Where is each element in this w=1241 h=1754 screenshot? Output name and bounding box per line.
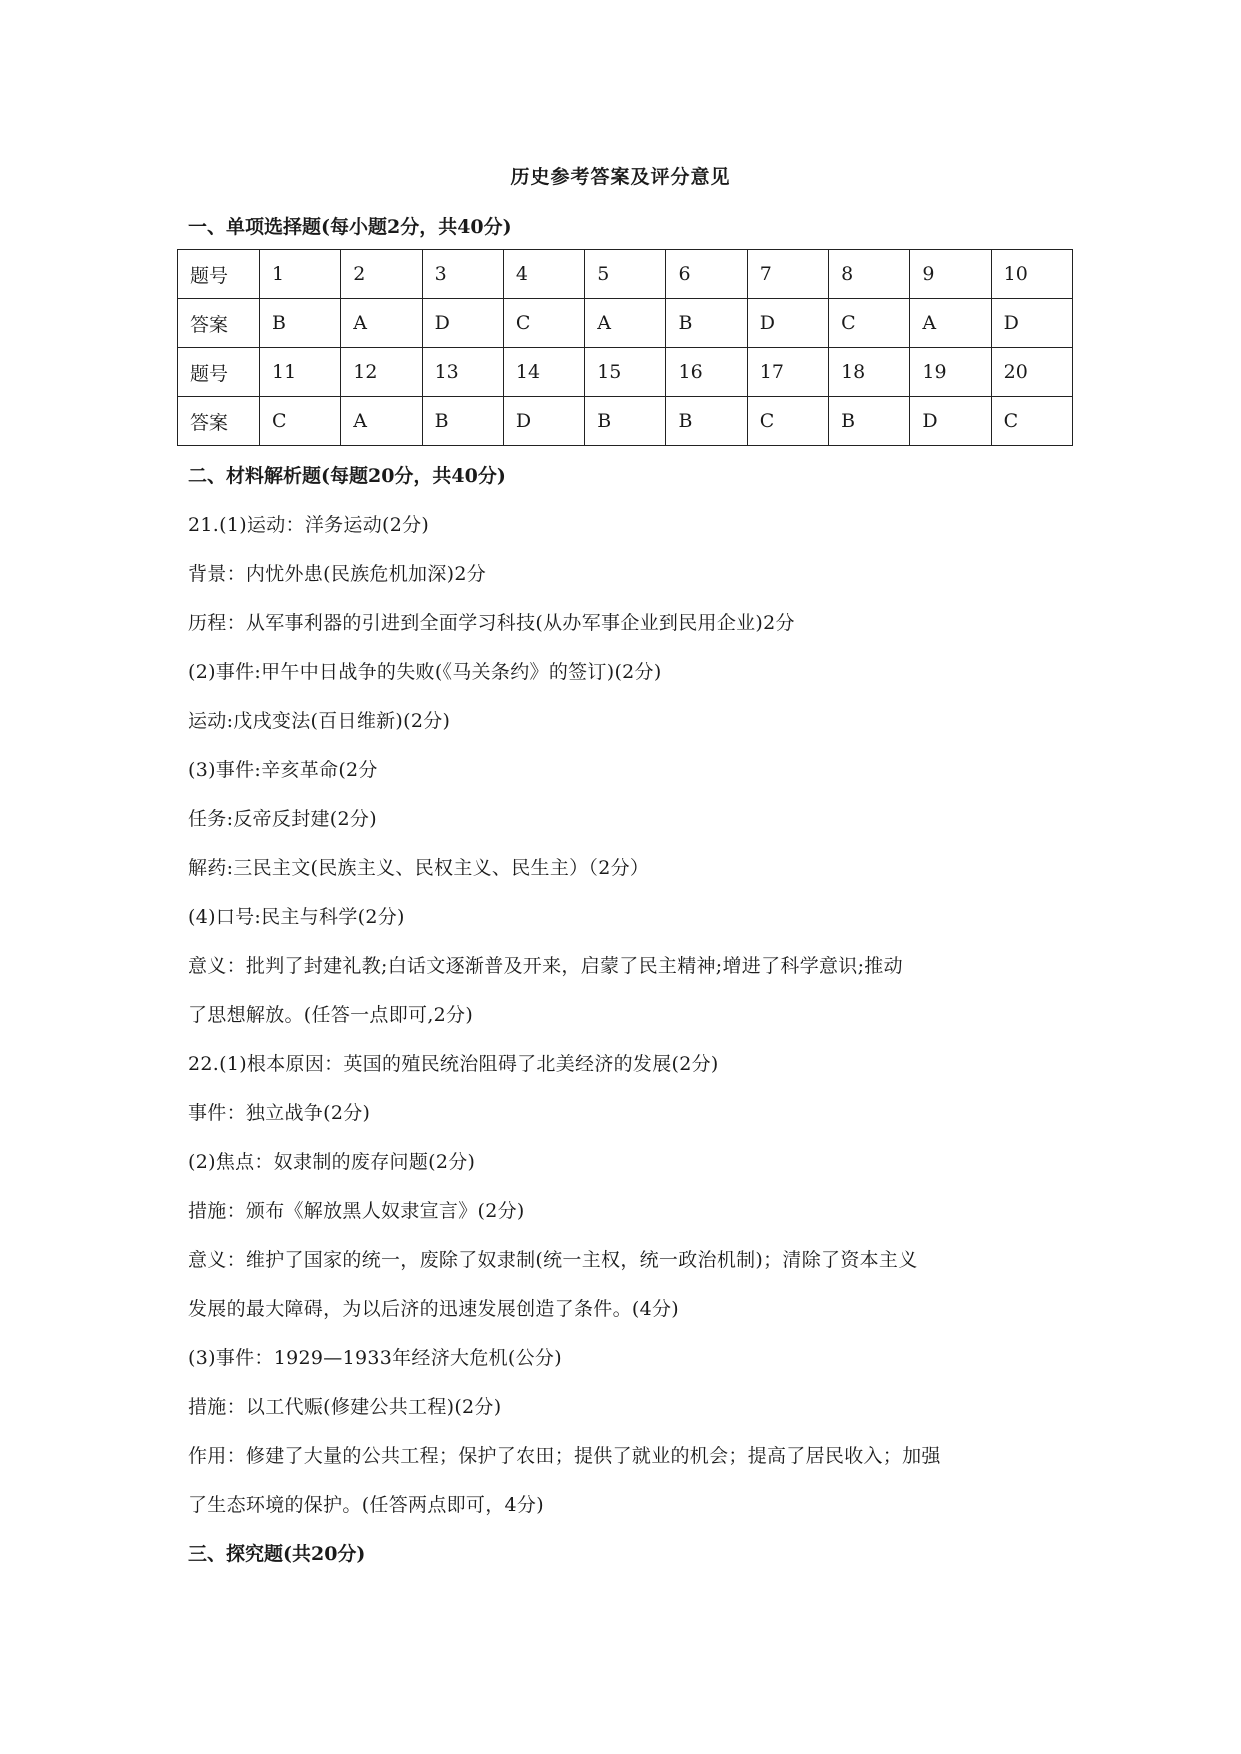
table-cell: C (503, 299, 584, 348)
table-row (178, 348, 1073, 397)
table-cell: A (341, 397, 422, 446)
table-cell: B (666, 299, 747, 348)
table-cell: D (422, 299, 503, 348)
table-cell: A (341, 299, 422, 348)
table-cell: 16 (666, 348, 747, 397)
answer-line: 21.(1)运动：洋务运动(2分) (188, 514, 430, 536)
table-cell: 10 (991, 250, 1072, 299)
table-cell: B (260, 299, 341, 348)
answer-line: 作用：修建了大量的公共工程；保护了农田；提供了就业的机会；提高了居民收入；加强 (188, 1445, 941, 1467)
section-3-heading: 三、探究题(共20分) (188, 1543, 366, 1565)
table-cell: C (747, 397, 828, 446)
answer-line: (2)焦点：奴隶制的废存问题(2分) (188, 1151, 476, 1173)
answer-line: 措施：以工代赈(修建公共工程)(2分) (188, 1396, 502, 1418)
table-cell: B (829, 397, 910, 446)
table-row (178, 397, 1073, 446)
table-cell: 20 (991, 348, 1072, 397)
answer-table (177, 249, 1073, 446)
answer-line: 意义：维护了国家的统一，废除了奴隶制(统一主权，统一政治机制)；清除了资本主义 (188, 1249, 918, 1271)
answer-line: (3)事件:辛亥革命(2分 (188, 759, 378, 781)
table-cell: C (829, 299, 910, 348)
answer-line: 解药:三民主文(民族主义、民权主义、民生主）（2分） (188, 857, 650, 879)
table-cell: C (260, 397, 341, 446)
table-cell: D (910, 397, 991, 446)
table-cell: 8 (829, 250, 910, 299)
answer-line: 运动:戊戌变法(百日维新)(2分) (188, 710, 451, 732)
answer-line: 了生态环境的保护。(任答两点即可，4分) (188, 1494, 544, 1516)
answer-line: 措施：颁布《解放黑人奴隶宣言》(2分) (188, 1200, 525, 1222)
table-row (178, 250, 1073, 299)
section-2-heading: 二、材料解析题(每题20分，共40分) (188, 465, 506, 487)
row-label: 答案 (178, 397, 260, 446)
table-cell: 9 (910, 250, 991, 299)
table-cell: 12 (341, 348, 422, 397)
table-cell: 13 (422, 348, 503, 397)
table-cell: 2 (341, 250, 422, 299)
table-cell: C (991, 397, 1072, 446)
answer-line: 任务:反帝反封建(2分) (188, 808, 377, 830)
row-label: 题号 (178, 250, 260, 299)
table-cell: B (422, 397, 503, 446)
table-cell: 17 (747, 348, 828, 397)
table-cell: A (585, 299, 666, 348)
table-cell: D (747, 299, 828, 348)
table-cell: 5 (585, 250, 666, 299)
table-cell: B (666, 397, 747, 446)
table-cell: D (503, 397, 584, 446)
row-label: 题号 (178, 348, 260, 397)
answer-line: 背景：内忧外患(民族危机加深)2分 (188, 563, 487, 585)
answer-line: (4)口号:民主与科学(2分) (188, 906, 405, 928)
table-cell: 18 (829, 348, 910, 397)
table-cell: 14 (503, 348, 584, 397)
answer-line: (2)事件:甲午中日战争的失败(《马关条约》的签订)(2分) (188, 661, 662, 683)
table-cell: D (991, 299, 1072, 348)
table-cell: 15 (585, 348, 666, 397)
table-row (178, 299, 1073, 348)
table-cell: 1 (260, 250, 341, 299)
answer-line: 意义：批判了封建礼教;白话文逐渐普及开来，启蒙了民主精神;增进了科学意识;推动 (188, 955, 903, 977)
answer-line: 了思想解放。(任答一点即可,2分) (188, 1004, 474, 1026)
answer-line: (3)事件：1929—1933年经济大危机(公分) (188, 1347, 562, 1369)
page-title: 历史参考答案及评分意见 (510, 166, 731, 188)
table-cell: 3 (422, 250, 503, 299)
answer-line: 历程：从军事利器的引进到全面学习科技(从办军事企业到民用企业)2分 (188, 612, 795, 634)
table-cell: 7 (747, 250, 828, 299)
answer-line: 事件：独立战争(2分) (188, 1102, 371, 1124)
answer-line: 发展的最大障碍，为以后济的迅速发展创造了条件。(4分) (188, 1298, 680, 1320)
table-cell: 19 (910, 348, 991, 397)
answer-line: 22.(1)根本原因：英国的殖民统治阻碍了北美经济的发展(2分) (188, 1053, 719, 1075)
table-cell: A (910, 299, 991, 348)
table-cell: 11 (260, 348, 341, 397)
row-label: 答案 (178, 299, 260, 348)
table-cell: B (585, 397, 666, 446)
table-cell: 6 (666, 250, 747, 299)
section-1-heading: 一、单项选择题(每小题2分，共40分) (188, 216, 512, 238)
table-cell: 4 (503, 250, 584, 299)
